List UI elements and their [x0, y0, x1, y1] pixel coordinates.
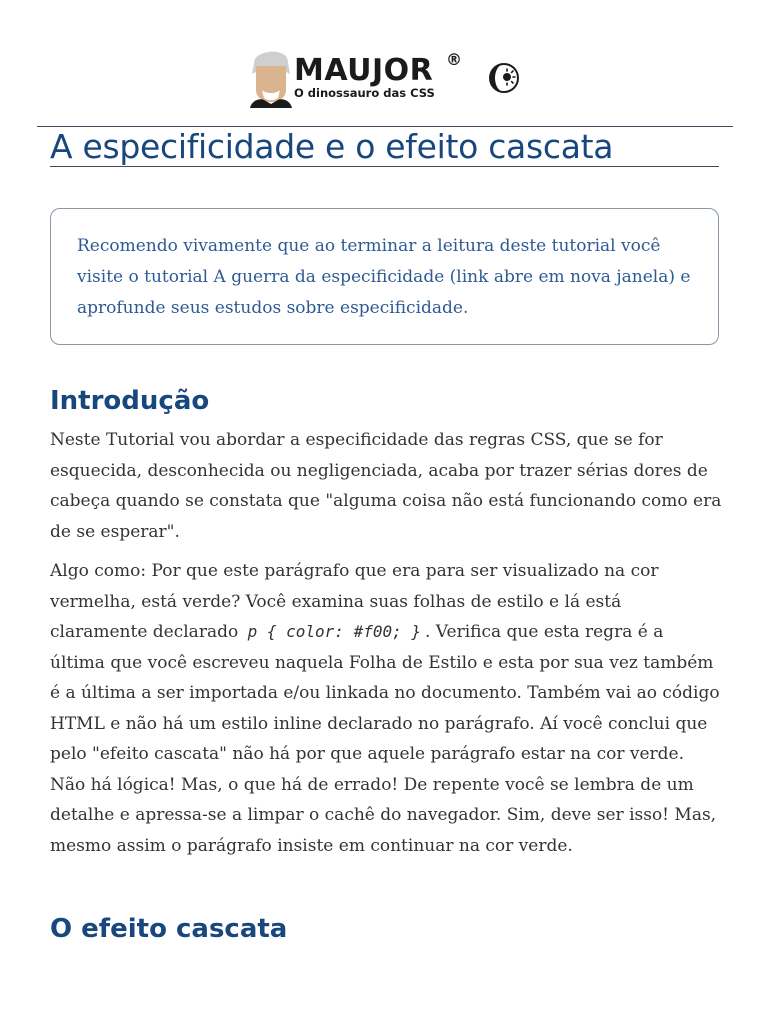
note-text-before: Recomendo vivamente que ao terminar a leitura deste tutorial você visite o tutorial: [77, 236, 661, 287]
intro-paragraph-1: Neste Tutorial vou abordar a especificidade das regras CSS, que se for esquecida, desconhecida ou negligenciada, acaba por trazer sérias dores de cabeça quando se constata que "alguma coisa não está funcionando como era de se esperar".: [50, 430, 722, 542]
recommendation-note: [50, 208, 719, 345]
site-logo[interactable]: [248, 46, 478, 108]
intro-paragraph-2: [50, 556, 722, 861]
intro-p2-text-after: . Verifica que esta regra é a última que você escreveu naquela Folha de Estilo e esta por sua vez também é a última a ser importada e/ou linkada no documento. Também vai ao código HTML e não há um estilo inline declarado no parágrafo. Aí você conclui que pelo "efeito cascata" não há por que aquele parágrafo estar na cor verde. Não há lógica! Mas, o que há de errado! De repente você se lembra de um detalhe e apressa-se a limpar o cachê do navegador. Sim, deve ser isso! Mas, mesmo assim o parágrafo insiste em continuar na cor verde.: [50, 622, 720, 856]
css-rule-code: p { color: #f00; }: [247, 622, 421, 641]
registered-mark: ®: [446, 50, 462, 69]
title-underline: [50, 166, 719, 167]
moon-sun-icon[interactable]: [488, 62, 520, 94]
author-avatar: [248, 46, 294, 108]
cascade-heading: O efeito cascata: [50, 914, 288, 944]
site-header: [0, 0, 768, 126]
note-text-after: (link abre em nova janela) e aprofunde seus estudos sobre especificidade.: [77, 267, 691, 318]
intro-p2-text-before: Algo como: Por que este parágrafo que era para ser visualizado na cor vermelha, está verde? Você examina suas folhas de estilo e lá está claramente declarado: [50, 561, 659, 642]
brand-name: MAUJOR: [294, 53, 434, 88]
specificity-war-link[interactable]: A guerra da especificidade: [213, 267, 445, 287]
brand-tagline: O dinossauro das CSS: [294, 86, 435, 100]
intro-heading: Introdução: [50, 386, 210, 416]
page-title: A especificidade e o efeito cascata: [50, 127, 614, 166]
